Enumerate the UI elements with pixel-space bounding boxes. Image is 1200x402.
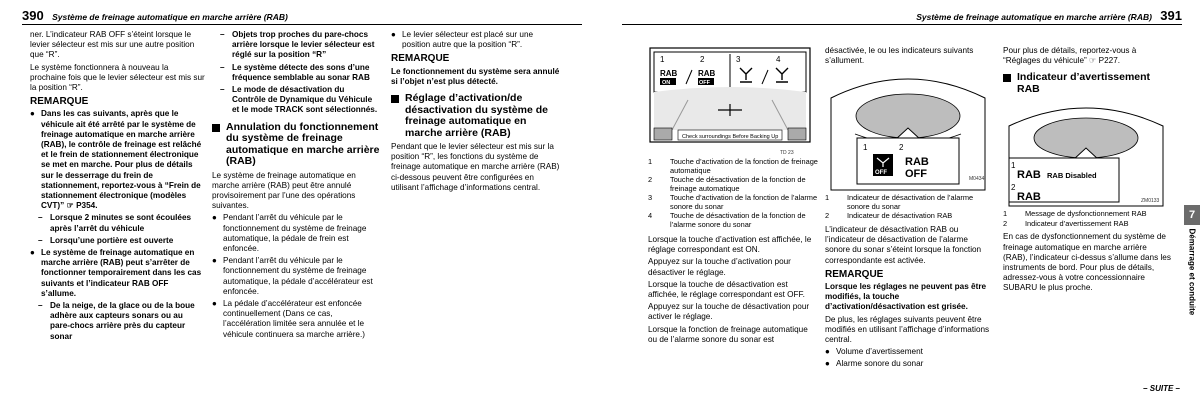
label-1: 1 — [1011, 161, 1016, 171]
caption-item: 1 Touche d’activation de la fonction de freinage automatique — [648, 157, 818, 175]
right-column-2 — [825, 46, 995, 372]
paragraph: Pour plus de détails, reportez-vous à “Réglages du véhicule” ☞ P227. — [1003, 46, 1137, 66]
caption-item: 2 Indicateur d’avertissement RAB — [1003, 218, 1129, 228]
paragraph: Lorsque la fonction de freinage automatique ou de l’alarme sonore du sonar est — [648, 324, 808, 344]
remarque-heading: REMARQUE — [825, 268, 884, 280]
continued-marker: – SUITE – — [1143, 384, 1180, 393]
dash-item: – Lorsqu’une portière est ouverte — [38, 235, 174, 245]
bullet-item: ● Pendant l’arrêt du véhicule par le fonctionnement du système de freinage automatique, la pédale d’accélérateur est enfoncée. — [212, 256, 373, 296]
dash-item: – Le système détecte des sons d’une fréquence semblable au sonar RAB — [220, 62, 370, 82]
rab-message-text: RAB — [1017, 169, 1041, 182]
rab-warning-text: RAB — [1017, 191, 1041, 204]
paragraph: Pendant que le levier sélecteur est mis sur la position “R”, les fonctions du système de freinage automatique en marche arrière (RAB) ci-dessous peuvent être configurées en utilisant l’affichage d’informations central. — [391, 142, 560, 192]
caption-item: 2 Touche de désactivation de la fonction de freinage automatique — [648, 175, 806, 193]
figure-code: M0434 — [969, 176, 985, 183]
bullet-item: ● La pédale d’accélérateur est enfoncée continuellement (Dans ce cas, l’accélération limitée sera annulée et le véhicule continuera sa marche arrière.) — [212, 299, 365, 339]
paragraph: ner. L’indicateur RAB OFF s’éteint lorsque le levier sélecteur est mis sur une autre position que “R”. — [30, 30, 195, 60]
chapter-tab: 7 — [1184, 205, 1200, 225]
paragraph: Lorsque la touche de désactivation est affichée, le réglage correspondant est OFF. — [648, 279, 805, 300]
remarque-heading: REMARQUE — [30, 96, 89, 108]
banner-text: Check surroundings Before Backing Up — [682, 134, 779, 140]
bullet-item: ● Le levier sélecteur est placé sur une position autre que la position “R”. — [391, 30, 534, 50]
remarque-heading: REMARQUE — [391, 53, 450, 65]
right-column-1 — [648, 30, 818, 347]
paragraph: Appuyez sur la touche de désactivation pour activer le réglage. — [648, 302, 810, 322]
bullet-item: ● Alarme sonore du sonar — [825, 359, 924, 369]
paragraph: Lorsque la touche d’activation est affichée, le réglage correspondant est ON. — [648, 235, 812, 255]
right-page — [600, 0, 1200, 402]
left-column-2 — [212, 30, 380, 342]
label-3: 3 — [736, 55, 741, 64]
left-column-3 — [391, 30, 561, 195]
paragraph: Le système fonctionnera à nouveau la prochaine fois que le levier sélecteur est mis sur la position “R”. — [30, 62, 205, 93]
dash-item: – Objets trop proches du pare-chocs arrière lorsque le levier sélecteur est réglé sur la position “R” — [220, 30, 375, 60]
fig1-captions — [648, 158, 818, 229]
label-1: 1 — [863, 143, 868, 153]
figure-code: TD 23 — [780, 150, 794, 156]
page-number-right: 391 — [1160, 8, 1182, 23]
bullet-item: ● Pendant l’arrêt du véhicule par le fonctionnement du système de freinage automatique, la pédale de frein est enfoncée. — [212, 213, 367, 254]
bullet-item: ● Dans les cas suivants, après que le véhicule ait été arrêté par le système de freinage automatique en marche arrière (RAB), le contrôle de freinage est relâché et le frein de stationnement électronique se met en marche. Pour plus de détails sur le desserrage du frein de stationnement, reportez-vous à “Frein de stationnement électronique (modèles CVT)” ☞ P354. — [30, 109, 202, 211]
dash-item: – Lorsque 2 minutes se sont écoulées après l’arrêt du véhicule — [38, 213, 192, 233]
caption-item: 2 Indicateur de désactivation RAB — [825, 211, 953, 221]
header-rule-left — [22, 24, 582, 25]
right-header — [916, 8, 1182, 23]
figure-code: ZM0133 — [1141, 198, 1160, 205]
paragraph: Le système de freinage automatique en marche arrière (RAB) peut être annulé provisoirement par l’une des opérations suivantes. — [212, 170, 356, 211]
left-header — [22, 8, 288, 23]
caption-item: 1 Message de dysfonctionnement RAB — [1003, 209, 1147, 219]
remarque-text: Le fonctionnement du système sera annulé si l’objet n’est plus détecté. — [391, 66, 560, 86]
paragraph: désactivée, le ou les indicateurs suivants s’allument. — [825, 46, 974, 66]
label-2: 2 — [700, 55, 705, 64]
page-number-left: 390 — [22, 8, 44, 23]
caption-item: 4 Touche de désactivation de la fonction de l’alarme sonore du sonar — [648, 211, 806, 229]
paragraph: En cas de dysfonctionnement du système de freinage automatique en marche arrière (RAB), l’indicateur ci-dessus s’allume dans les instruments de bord. Pour plus de détails, adressez-vous à votre concessionnaire SUBARU le plus proche. — [1003, 232, 1171, 293]
bullet-item: ● Volume d’avertissement — [825, 347, 923, 357]
chapter-side-label: Démarrage et conduite — [1187, 228, 1197, 316]
section-heading: Annulation du fonctionnement du système de freinage automatique en marche arrière (RAB) — [212, 122, 380, 168]
figure-off-indicators — [825, 68, 991, 194]
section-heading: Réglage d’activation/de désactivation du système de freinage automatique en marche arrière (RAB) — [391, 93, 561, 139]
right-softkey — [788, 128, 806, 140]
figure-rab-warning — [1003, 98, 1169, 210]
left-column-1 — [30, 30, 205, 344]
off-indicator-text: OFF — [905, 168, 927, 181]
rab-on-text: RAB — [660, 69, 678, 78]
caption-item: 3 Touche d’activation de la fonction de l’alarme sonore du sonar — [648, 193, 818, 211]
remarque-text: Lorsque les réglages ne peuvent pas être modifiés, la touche d’activation/désactivation est grisée. — [825, 281, 987, 312]
header-rule-right — [622, 24, 1182, 25]
left-header-title: Système de freinage automatique en marche arrière (RAB) — [52, 12, 288, 22]
on-text: ON — [662, 80, 671, 86]
figure-rab-settings — [648, 30, 812, 166]
paragraph: L’indicateur de désactivation RAB ou l’indicateur de désactivation de l’alarme sonore du sonar s’éteint lorsque la fonction correspondante est activée. — [825, 224, 982, 265]
label-2: 2 — [1011, 183, 1016, 193]
rab-indicator-text: RAB — [905, 156, 929, 169]
bullet-item: ● Le système de freinage automatique en marche arrière (RAB) peut s’arrêter de fonctionner temporairement dans les cas suivants et l’indicateur RAB OFF s’allume. — [30, 248, 202, 298]
caption-item: 1 Indicateur de désactivation de l’alarme sonore du sonar — [825, 193, 974, 211]
label-4: 4 — [776, 55, 781, 64]
section-heading: Indicateur d’avertissement RAB — [1003, 72, 1173, 95]
left-softkey — [654, 128, 672, 140]
right-header-title: Système de freinage automatique en marche arrière (RAB) — [916, 12, 1152, 22]
rab-off-text: RAB — [698, 69, 716, 78]
label-1: 1 — [660, 55, 665, 64]
paragraph: Appuyez sur la touche d’activation pour désactiver le réglage. — [648, 257, 791, 277]
settings-screen-illustration — [648, 30, 812, 160]
label-2: 2 — [899, 143, 904, 153]
paragraph: De plus, les réglages suivants peuvent être modifiés en utilisant l’affichage d’informations central. — [825, 314, 990, 344]
rab-disabled-text: RAB Disabled — [1047, 171, 1097, 181]
dash-item: – De la neige, de la glace ou de la boue adhère aux capteurs sonars ou au pare-chocs arrière près du capteur sonar — [38, 301, 195, 341]
cluster-indicator-illustration — [825, 68, 991, 194]
dash-item: – Le mode de désactivation du Contrôle de Dynamique du Véhicule et le mode TRACK sont sélectionnés. — [220, 85, 378, 115]
svg-text:OFF: OFF — [875, 170, 887, 177]
off-text: OFF — [699, 80, 710, 86]
right-column-3 — [1003, 46, 1173, 296]
warning-indicator-illustration — [1003, 98, 1169, 210]
